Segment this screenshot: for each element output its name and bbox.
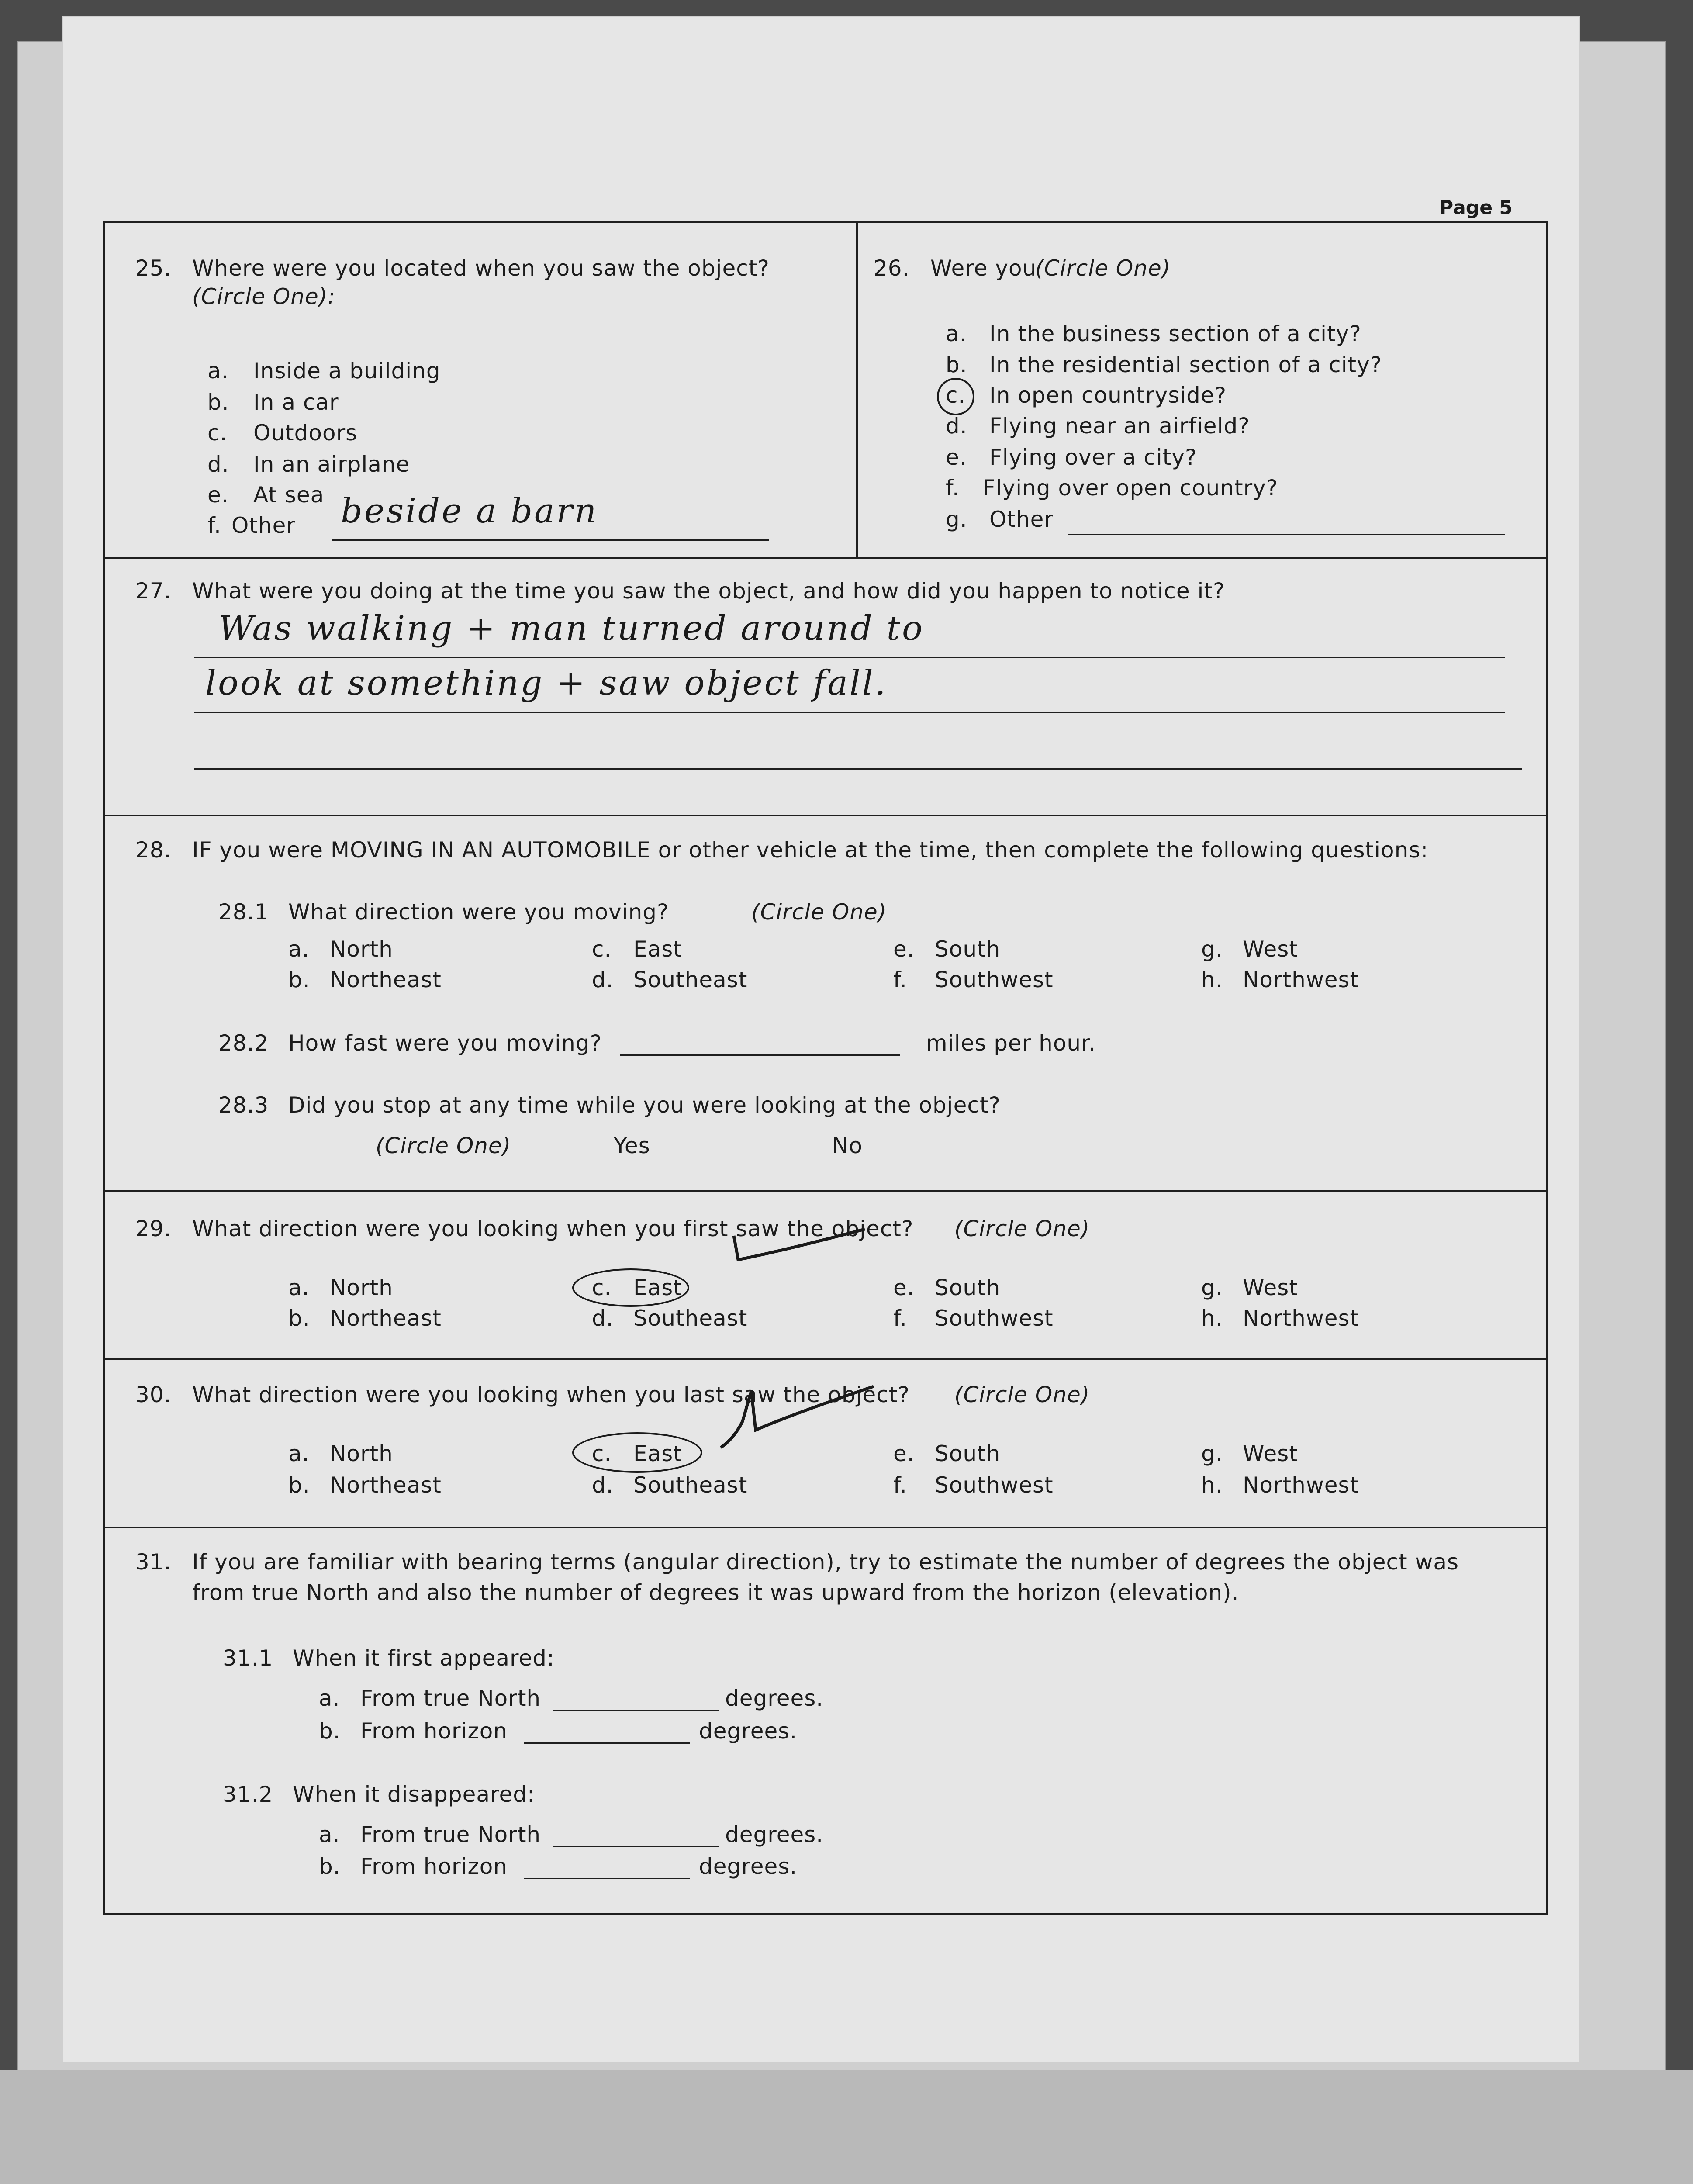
q31-1-b-unit: degrees.	[699, 1718, 798, 1744]
q25-question: Where were you located when you saw the object?	[192, 256, 770, 281]
q31-1-b-field[interactable]	[524, 1742, 690, 1744]
q26-option-letter: e.	[946, 445, 967, 470]
q31-2-b-letter: b.	[319, 1854, 341, 1879]
q29-option-text[interactable]: Northwest	[1243, 1306, 1359, 1331]
q29-option-text[interactable]: North	[330, 1275, 393, 1300]
q25-other-line	[332, 539, 769, 541]
q26-option-text[interactable]: In the business section of a city?	[989, 321, 1361, 346]
q31-1-a-field[interactable]	[553, 1710, 719, 1711]
q28-1-option-text[interactable]: North	[330, 936, 393, 962]
q30-option-letter: a.	[288, 1441, 310, 1466]
q31-1-title: When it first appeared:	[293, 1645, 555, 1671]
q31-2-b-unit: degrees.	[699, 1854, 798, 1879]
questionnaire-form	[103, 221, 1548, 1915]
q30-option-letter: h.	[1201, 1472, 1223, 1498]
q31-2-number: 31.2	[223, 1782, 273, 1807]
q25-option-text[interactable]: In an airplane	[253, 452, 410, 477]
q25-option-text[interactable]: Outdoors	[253, 420, 358, 446]
q31-1-number: 31.1	[223, 1645, 273, 1671]
q30-number: 30.	[135, 1382, 172, 1407]
q25-option-letter: b.	[207, 390, 229, 415]
q28-1-option-text[interactable]: Southeast	[633, 967, 748, 992]
page-number: Page 5	[1439, 197, 1513, 219]
q28-2-unit: miles per hour.	[926, 1030, 1096, 1056]
q30-option-letter: b.	[288, 1472, 310, 1498]
q30-option-text[interactable]: Northeast	[330, 1472, 442, 1498]
q31-question-line-2: from true North and also the number of degrees it was upward from the horizon (elevation).	[192, 1580, 1239, 1605]
q28-1-option-text[interactable]: Southwest	[935, 967, 1054, 992]
section-28	[105, 815, 1546, 1190]
q25-option-text[interactable]: Inside a building	[253, 358, 441, 384]
q31-1-b-label: From horizon	[360, 1718, 508, 1744]
q30-option-text[interactable]: Southeast	[633, 1472, 748, 1498]
q29-option-letter: g.	[1201, 1275, 1223, 1300]
q27-answer-rule	[194, 768, 1522, 770]
q27-question: What were you doing at the time you saw the object, and how did you happen to notice it?	[192, 578, 1225, 604]
q30-option-text[interactable]: North	[330, 1441, 393, 1466]
q28-3-no-option[interactable]: No	[832, 1133, 863, 1158]
q28-1-number: 28.1	[218, 899, 269, 925]
q26-option-text[interactable]: Other	[989, 507, 1054, 532]
q25-number: 25.	[135, 256, 172, 281]
q28-1-option-letter: c.	[592, 936, 612, 962]
q28-2-speed-field[interactable]	[620, 1054, 900, 1056]
q30-instruction: (Circle One)	[954, 1382, 1090, 1407]
q30-option-text[interactable]: East	[633, 1441, 682, 1466]
q28-1-option-text[interactable]: East	[633, 936, 682, 962]
q25-option-letter: f.	[207, 513, 221, 538]
q29-option-letter: e.	[893, 1275, 915, 1300]
section-25-26	[105, 223, 1546, 557]
q25-option-letter: c.	[207, 420, 228, 446]
q29-option-letter: b.	[288, 1306, 310, 1331]
q26-option-letter: g.	[946, 507, 967, 532]
q29-option-text[interactable]: East	[633, 1275, 682, 1300]
q28-1-instruction: (Circle One)	[751, 899, 887, 925]
q28-1-option-letter: g.	[1201, 936, 1223, 962]
q28-1-option-text[interactable]: Northwest	[1243, 967, 1359, 992]
q25-option-letter: e.	[207, 482, 229, 508]
column-divider	[856, 223, 858, 557]
q29-option-letter: d.	[592, 1306, 614, 1331]
q31-2-b-field[interactable]	[524, 1878, 690, 1879]
q31-1-a-unit: degrees.	[725, 1686, 824, 1711]
q28-1-option-letter: b.	[288, 967, 310, 992]
q31-2-title: When it disappeared:	[293, 1782, 535, 1807]
q29-option-letter: c.	[592, 1275, 612, 1300]
q25-option-text[interactable]: In a car	[253, 390, 339, 415]
q27-answer-rule	[194, 712, 1505, 713]
q31-1-a-label: From true North	[360, 1686, 541, 1711]
q28-1-question: What direction were you moving?	[288, 899, 669, 925]
q26-option-text[interactable]: Flying near an airfield?	[989, 413, 1250, 439]
q26-option-text[interactable]: Flying over open country?	[983, 475, 1278, 501]
q25-option-text[interactable]: Other	[231, 513, 296, 538]
q30-option-text[interactable]: Southwest	[935, 1472, 1054, 1498]
q29-option-text[interactable]: West	[1243, 1275, 1298, 1300]
q31-2-a-unit: degrees.	[725, 1822, 824, 1847]
q26-instruction: (Circle One)	[1035, 256, 1171, 281]
q26-option-letter: a.	[946, 321, 967, 346]
q29-option-text[interactable]: Southwest	[935, 1306, 1054, 1331]
q28-1-option-letter: e.	[893, 936, 915, 962]
q27-answer-line-2[interactable]: look at something + saw object fall.	[205, 663, 888, 703]
q29-option-letter: a.	[288, 1275, 310, 1300]
q27-answer-rule	[194, 657, 1505, 658]
q28-3-yes-option[interactable]: Yes	[614, 1133, 650, 1158]
q28-question: IF you were MOVING IN AN AUTOMOBILE or other vehicle at the time, then complete the following questions:	[192, 837, 1429, 863]
q28-1-option-letter: a.	[288, 936, 310, 962]
q30-option-letter: g.	[1201, 1441, 1223, 1466]
section-29	[105, 1190, 1546, 1358]
q29-pen-check-mark	[729, 1209, 874, 1271]
q30-option-letter: f.	[893, 1472, 907, 1498]
q30-question: What direction were you looking when you last saw the object?	[192, 1382, 910, 1407]
q31-2-b-label: From horizon	[360, 1854, 508, 1879]
q30-pen-check-mark	[716, 1373, 882, 1452]
q28-3-question: Did you stop at any time while you were looking at the object?	[288, 1092, 1001, 1118]
q31-2-a-label: From true North	[360, 1822, 541, 1847]
q31-question-line-1: If you are familiar with bearing terms (angular direction), try to estimate the number of degrees the object was	[192, 1549, 1459, 1575]
q29-option-text[interactable]: Southeast	[633, 1306, 748, 1331]
q28-3-number: 28.3	[218, 1092, 269, 1118]
q26-question: Were you	[930, 256, 1037, 281]
q28-number: 28.	[135, 837, 172, 863]
q31-number: 31.	[135, 1549, 172, 1575]
q26-option-letter: b.	[946, 352, 967, 377]
q25-option-text[interactable]: At sea	[253, 482, 325, 508]
q26-option-letter: d.	[946, 413, 967, 439]
q31-1-a-letter: a.	[319, 1686, 340, 1711]
q26-option-text[interactable]: In open countryside?	[989, 383, 1227, 408]
q26-option-text[interactable]: Flying over a city?	[989, 445, 1197, 470]
q26-number: 26.	[874, 256, 910, 281]
q30-option-text[interactable]: Northwest	[1243, 1472, 1359, 1498]
q28-1-option-text[interactable]: South	[935, 936, 1001, 962]
section-31	[105, 1527, 1546, 1915]
q29-option-text[interactable]: Northeast	[330, 1306, 442, 1331]
q30-option-letter: d.	[592, 1472, 614, 1498]
q29-instruction: (Circle One)	[954, 1216, 1090, 1241]
q28-1-option-letter: d.	[592, 967, 614, 992]
q28-2-number: 28.2	[218, 1030, 269, 1056]
q26-answer-circle	[937, 378, 974, 415]
q26-option-letter: f.	[946, 475, 960, 501]
q28-2-question: How fast were you moving?	[288, 1030, 602, 1056]
q31-2-a-letter: a.	[319, 1822, 340, 1847]
q30-option-text[interactable]: West	[1243, 1441, 1298, 1466]
q28-3-instruction: (Circle One)	[376, 1133, 511, 1158]
q25-option-letter: a.	[207, 358, 229, 384]
q29-option-letter: f.	[893, 1306, 907, 1331]
q25-other-answer[interactable]: beside a barn	[341, 491, 598, 531]
q30-option-letter: e.	[893, 1441, 915, 1466]
q29-question: What direction were you looking when you first saw the object?	[192, 1216, 914, 1241]
q29-option-letter: h.	[1201, 1306, 1223, 1331]
q28-1-option-letter: h.	[1201, 967, 1223, 992]
section-30	[105, 1358, 1546, 1527]
background-surface	[0, 2070, 1693, 2184]
q31-1-b-letter: b.	[319, 1718, 341, 1744]
q26-option-letter: c.	[946, 383, 966, 408]
q26-other-line	[1068, 534, 1505, 535]
q27-number: 27.	[135, 578, 172, 604]
q26-option-text[interactable]: In the residential section of a city?	[989, 352, 1382, 377]
q31-2-a-field[interactable]	[553, 1846, 719, 1847]
q28-1-option-text[interactable]: Northeast	[330, 967, 442, 992]
q28-1-option-letter: f.	[893, 967, 907, 992]
q29-number: 29.	[135, 1216, 172, 1241]
q25-instruction: (Circle One):	[192, 284, 336, 309]
q28-1-option-text[interactable]: West	[1243, 936, 1298, 962]
q30-option-letter: c.	[592, 1441, 612, 1466]
q29-option-text[interactable]: South	[935, 1275, 1001, 1300]
section-27	[105, 557, 1546, 815]
q25-option-letter: d.	[207, 452, 229, 477]
q30-option-text[interactable]: South	[935, 1441, 1001, 1466]
q27-answer-line-1[interactable]: Was walking + man turned around to	[218, 609, 924, 648]
